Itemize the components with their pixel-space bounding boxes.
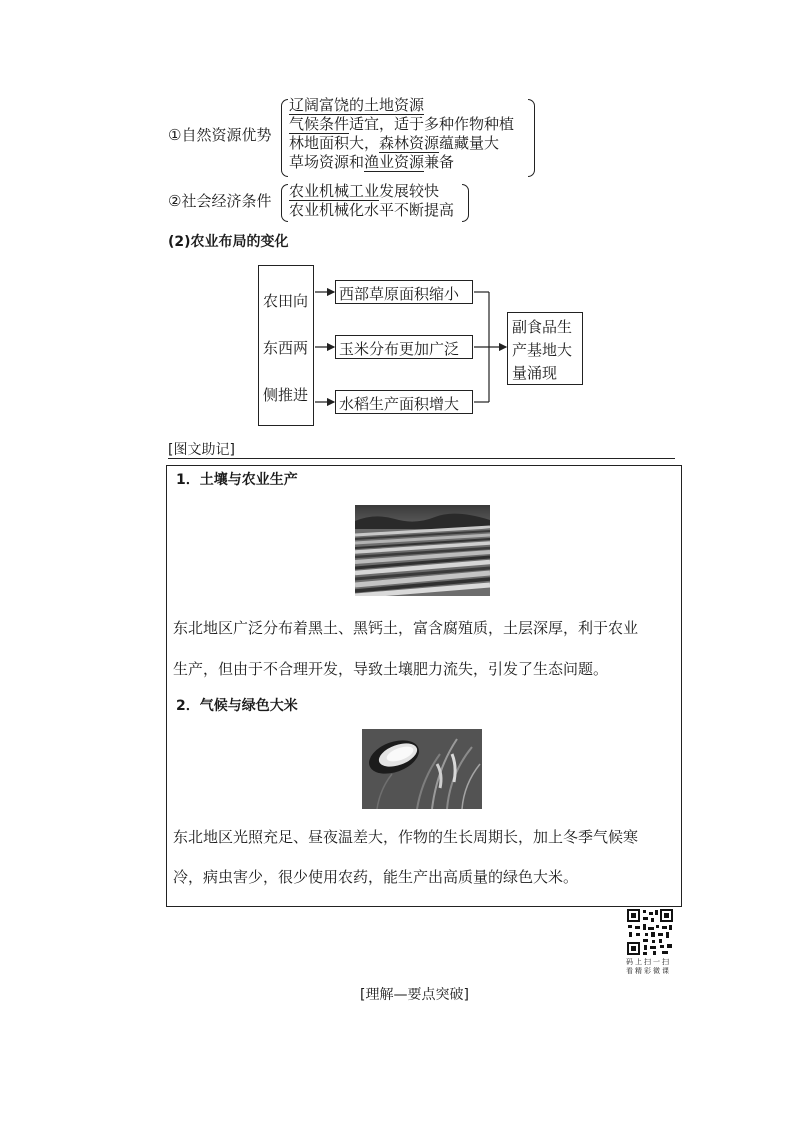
social-item-1-underlined: 农业机械工业 [289, 182, 380, 200]
qr-code-graphic [626, 908, 674, 956]
flow-mid-box-3 [335, 390, 473, 414]
natural-item-3-underlined: 森林资源 [379, 134, 440, 152]
memo-title: [图文助记] [168, 442, 235, 458]
natural-item-4-underlined: 渔业资源 [364, 153, 425, 171]
social-item-2-text: 农业机械化水平不断提高 [289, 201, 455, 219]
qr-caption-1: 码上扫一扫 [626, 958, 671, 966]
flow-mid-text-2: 玉米分布更加广泛 [339, 340, 460, 358]
natural-item-3-pre: 林地面积大， [289, 134, 380, 152]
flow-right-box [507, 312, 583, 385]
flow-mid-box-2 [335, 335, 473, 359]
farmland-photo [355, 505, 490, 596]
qr-caption-2: 看精彩微课 [626, 967, 671, 975]
memo-title-rule [168, 458, 675, 459]
flow-right-line-1: 副食品生 [512, 318, 573, 336]
flow-right-line-3: 量涌现 [512, 364, 558, 382]
flow-mid-box-1 [335, 280, 473, 304]
understanding-heading: [理解—要点突破] [360, 987, 469, 1003]
natural-item-4-pre: 草场资源和 [289, 153, 365, 171]
natural-item-2-underlined: 气候条件 [289, 115, 350, 133]
layout-change-heading: (2)农业布局的变化 [168, 234, 289, 250]
natural-item-3-post: 蕴藏量大 [439, 134, 500, 152]
flow-right-line-2: 产基地大 [512, 341, 573, 359]
social-condition-label: ②社会经济条件 [168, 192, 272, 210]
memo-item1-text-line2: 生产，但由于不合理开发，导致土壤肥力流失，引发了生态问题。 [173, 660, 609, 678]
natural-item-2-post: 适宜，适于多种作物种植 [349, 115, 515, 133]
flow-mid-text-3: 水稻生产面积增大 [339, 395, 460, 413]
social-item-1-post: 发展较快 [379, 182, 440, 200]
rice-photo [362, 729, 482, 809]
flow-left-line-1: 农田向 [263, 292, 309, 310]
flow-left-line-2: 东西两 [263, 339, 309, 357]
memo-item2-heading: 2．气候与绿色大米 [176, 698, 298, 714]
qr-code[interactable] [626, 908, 674, 956]
natural-item-4-post: 兼备 [424, 153, 455, 171]
memo-item2-text-line1: 东北地区光照充足、昼夜温差大，作物的生长周期长，加上冬季气候寒 [173, 828, 639, 846]
memo-item1-text-line1: 东北地区广泛分布着黑土、黑钙土，富含腐殖质，土层深厚，利于农业 [173, 619, 639, 637]
memo-item2-text-line2: 冷，病虫害少，很少使用农药，能生产出高质量的绿色大米。 [173, 868, 579, 886]
natural-item-1-underlined: 辽阔富饶的土地资源 [289, 96, 425, 114]
flow-mid-text-1: 西部草原面积缩小 [339, 285, 460, 303]
natural-resource-label: ①自然资源优势 [168, 126, 272, 144]
memo-item1-heading: 1．土壤与农业生产 [176, 472, 298, 488]
flow-left-line-3: 侧推进 [263, 386, 309, 404]
